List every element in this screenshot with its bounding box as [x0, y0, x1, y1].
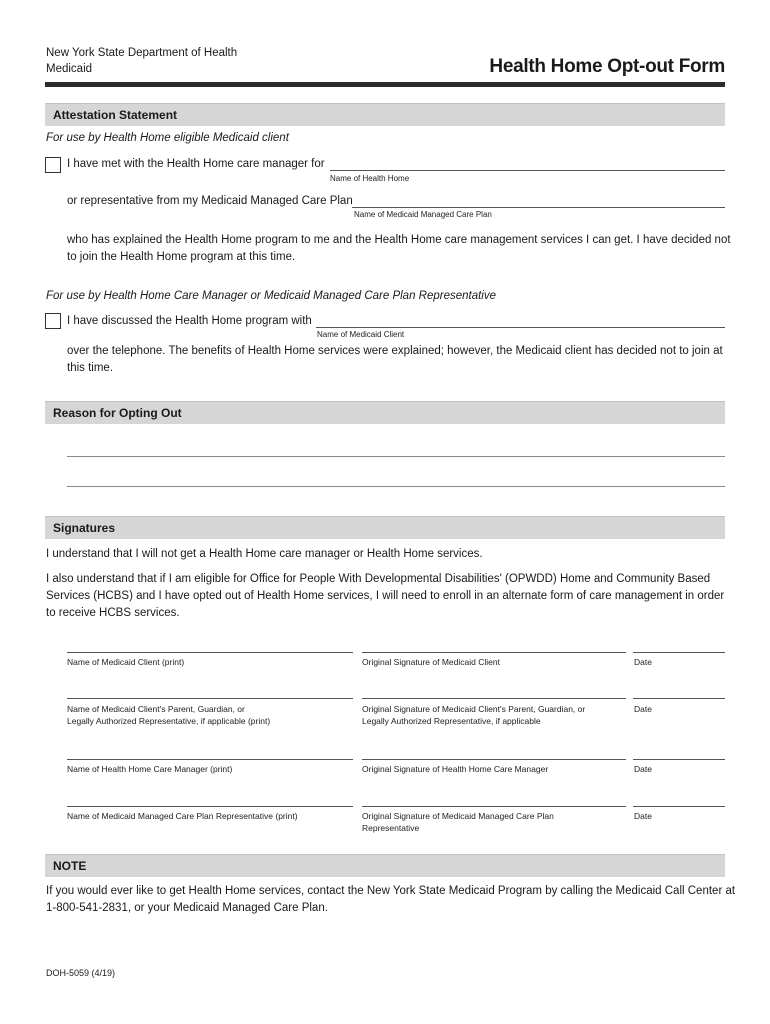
agency-line-1: New York State Department of Health: [46, 47, 238, 59]
client-attestation-checkbox[interactable]: [45, 157, 61, 173]
manager-attestation-checkbox[interactable]: [45, 313, 61, 329]
guardian-date-field[interactable]: [633, 698, 725, 699]
plan-rep-name-print-label: Name of Medicaid Managed Care Plan Representative (print): [67, 811, 298, 821]
note-text: [46, 883, 735, 917]
managed-care-plan-name-field[interactable]: [352, 207, 725, 208]
hcbs-statement: [46, 571, 724, 622]
understand-statement: I understand that I will not get a Health Home care manager or Health Home services.: [46, 548, 483, 560]
note-line-2: 1-800-541-2831, or your Medicaid Managed Care Plan.: [46, 902, 328, 914]
attestation-heading: Attestation Statement: [53, 108, 178, 122]
care-manager-signature-field[interactable]: [362, 759, 626, 760]
client-statement: I have met with the Health Home care manager for: [67, 158, 325, 170]
title-divider: [45, 82, 725, 87]
manager-explanation-line-1: over the telephone. The benefits of Health Home services were explained; however, the Medicaid client has decided not to join at: [67, 345, 723, 357]
care-manager-date-label: Date: [634, 764, 652, 774]
client-intro: For use by Health Home eligible Medicaid client: [46, 132, 289, 144]
guardian-signature-label-line-2: Legally Authorized Representative, if applicable: [362, 716, 541, 726]
note-heading: NOTE: [53, 859, 87, 873]
care-manager-signature-label: Original Signature of Health Home Care Manager: [362, 764, 549, 774]
health-home-name-field[interactable]: [330, 170, 725, 171]
guardian-signature-label-line-1: Original Signature of Medicaid Client's Parent, Guardian, or: [362, 704, 586, 714]
manager-explanation-line-2: this time.: [67, 362, 114, 374]
form-code: DOH-5059 (4/19): [46, 968, 116, 978]
client-explanation: [67, 232, 731, 266]
representative-text: or representative from my Medicaid Managed Care Plan: [67, 195, 353, 207]
plan-rep-date-field[interactable]: [633, 806, 725, 807]
managed-care-plan-name-label: Name of Medicaid Managed Care Plan: [354, 210, 492, 219]
care-manager-name-print-label: Name of Health Home Care Manager (print): [67, 764, 233, 774]
reason-section-header: [45, 401, 725, 424]
note-line-1: If you would ever like to get Health Home services, contact the New York State Medicaid Program by calling the Medicaid Call Center at: [46, 885, 736, 897]
plan-rep-signature-label: [362, 810, 554, 834]
form-title: Health Home Opt-out Form: [489, 56, 725, 77]
plan-rep-signature-label-line-2: Representative: [362, 823, 420, 833]
manager-intro: For use by Health Home Care Manager or Medicaid Managed Care Plan Representative: [46, 290, 497, 302]
guardian-name-label-line-1: Name of Medicaid Client's Parent, Guardian, or: [67, 704, 245, 714]
guardian-name-label-line-2: Legally Authorized Representative, if applicable (print): [67, 716, 271, 726]
medicaid-client-name-label: Name of Medicaid Client: [317, 330, 405, 339]
agency-name: [46, 45, 237, 77]
client-explanation-line-2: to join the Health Home program at this time.: [67, 251, 296, 263]
hcbs-line-3: to receive HCBS services.: [46, 607, 180, 619]
plan-rep-date-label: Date: [634, 811, 652, 821]
signatures-heading: Signatures: [53, 521, 116, 535]
client-signature-label: Original Signature of Medicaid Client: [362, 657, 500, 667]
hcbs-line-1: I also understand that if I am eligible for Office for People With Developmental Disabilities' (OPWDD) Home and Community Based: [46, 573, 711, 585]
note-section-header: [45, 854, 725, 877]
client-explanation-line-1: who has explained the Health Home program to me and the Health Home care management services I can get. I have decided not: [67, 234, 731, 246]
client-date-field[interactable]: [633, 652, 725, 653]
plan-rep-signature-field[interactable]: [362, 806, 626, 807]
client-name-print-label: Name of Medicaid Client (print): [67, 657, 185, 667]
signatures-section-header: [45, 516, 725, 539]
client-date-label: Date: [634, 657, 652, 667]
reason-line-2[interactable]: [67, 486, 725, 487]
plan-rep-signature-label-line-1: Original Signature of Medicaid Managed Care Plan: [362, 811, 554, 821]
care-manager-date-field[interactable]: [633, 759, 725, 760]
plan-rep-name-print-field[interactable]: [67, 806, 353, 807]
medicaid-client-name-field[interactable]: [316, 327, 725, 328]
reason-line-1[interactable]: [67, 456, 725, 457]
manager-statement: I have discussed the Health Home program with: [67, 315, 312, 327]
guardian-date-label: Date: [634, 704, 652, 714]
reason-heading: Reason for Opting Out: [53, 406, 182, 420]
care-manager-name-print-field[interactable]: [67, 759, 353, 760]
agency-line-2: Medicaid: [46, 63, 93, 75]
guardian-name-print-label: [67, 703, 270, 727]
guardian-signature-field[interactable]: [362, 698, 626, 699]
health-home-name-label: Name of Health Home: [330, 174, 410, 183]
guardian-name-print-field[interactable]: [67, 698, 353, 699]
client-name-print-field[interactable]: [67, 652, 353, 653]
hcbs-line-2: Services (HCBS) and I have opted out of Health Home services, I will need to enroll in an alternate form of care management in order: [46, 590, 725, 602]
manager-explanation: [67, 343, 723, 377]
guardian-signature-label: [362, 703, 585, 727]
attestation-section-header: [45, 103, 725, 126]
client-signature-field[interactable]: [362, 652, 626, 653]
